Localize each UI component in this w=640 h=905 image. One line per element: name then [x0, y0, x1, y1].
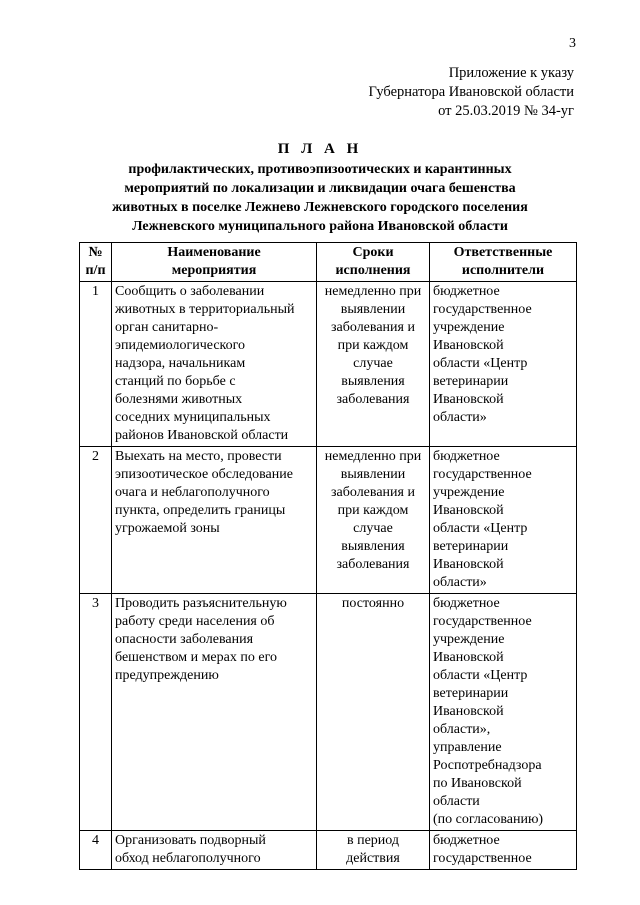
subtitle-line-1: профилактических, противоэпизоотических и карантинных — [128, 162, 512, 177]
task-cell-line: орган санитарно- — [115, 320, 219, 335]
responsible-cell-line: по Ивановской — [433, 776, 522, 791]
task-cell-line: эпидемиологического — [115, 338, 246, 353]
responsible-cell-line: Ивановской — [433, 557, 504, 572]
responsible-cell-line: (по согласованию) — [433, 812, 544, 827]
task-cell-line: соседних муниципальных — [115, 410, 271, 425]
plan-title: П Л А Н — [277, 141, 363, 157]
task-cell-line: станций по борьбе с — [115, 374, 236, 389]
task-cell-line: районов Ивановской области — [115, 428, 289, 443]
deadline-cell-line: выявления — [341, 374, 405, 389]
task-cell-line: очага и неблагополучного — [115, 485, 270, 500]
responsible-cell-line: области «Центр — [433, 356, 528, 371]
deadline-cell-line: немедленно при — [324, 449, 422, 464]
responsible-cell-line: учреждение — [433, 485, 505, 500]
responsible-cell — [430, 447, 577, 594]
row-number: 1 — [80, 282, 112, 447]
table-row — [80, 282, 577, 447]
deadline-cell — [317, 447, 430, 594]
appendix-line-3: от 25.03.2019 № 34-уг — [438, 103, 574, 119]
plan-table — [79, 242, 577, 870]
responsible-cell-line: Ивановской — [433, 650, 504, 665]
subtitle-line-2: мероприятий по локализации и ликвидации очага бешенства — [124, 181, 516, 196]
deadline-cell-line: случае — [353, 521, 393, 536]
row-number: 2 — [80, 447, 112, 594]
deadline-cell-line: заболевания и — [331, 320, 415, 335]
responsible-cell-line: государственное — [433, 467, 532, 482]
header-resp-line-2: исполнители — [461, 263, 545, 278]
responsible-cell-line: области «Центр — [433, 521, 528, 536]
deadline-cell — [317, 594, 430, 831]
responsible-cell-line: учреждение — [433, 632, 505, 647]
row-number: 3 — [80, 594, 112, 831]
deadline-cell-line: заболевания и — [331, 485, 415, 500]
responsible-cell-line: бюджетное — [433, 284, 500, 299]
table-row — [80, 831, 577, 870]
responsible-cell-line: бюджетное — [433, 596, 500, 611]
deadline-cell — [317, 831, 430, 870]
deadline-cell-line: заболевания — [336, 557, 410, 572]
responsible-cell-line: учреждение — [433, 320, 505, 335]
subtitle-line-4: Лежневского муниципального района Ивановской области — [132, 219, 508, 234]
header-task-line-1: Наименование — [167, 245, 261, 260]
header-deadline-line-1: Сроки — [352, 245, 394, 260]
deadline-cell-line: случае — [353, 356, 393, 371]
appendix-line-1: Приложение к указу — [448, 65, 574, 81]
responsible-cell-line: области», — [433, 722, 491, 737]
task-cell-line: угрожаемой зоны — [115, 521, 220, 536]
task-cell-line: бешенством и мерах по его — [115, 650, 277, 665]
responsible-cell — [430, 594, 577, 831]
header-resp-line-1: Ответственные — [453, 245, 553, 260]
header-task — [112, 243, 317, 282]
task-cell-line: животных в территориальный — [115, 302, 295, 317]
responsible-cell-line: области» — [433, 575, 487, 590]
task-cell — [112, 831, 317, 870]
appendix-heading — [369, 64, 574, 121]
deadline-cell-line: действия — [346, 851, 400, 866]
task-cell-line: обход неблагополучного — [115, 851, 261, 866]
deadline-cell-line: выявлении — [340, 302, 406, 317]
deadline-cell — [317, 282, 430, 447]
task-cell-line: опасности заболевания — [115, 632, 254, 647]
task-cell-line: Организовать подворный — [115, 833, 266, 848]
responsible-cell-line: Роспотребнадзора — [433, 758, 542, 773]
document-title — [0, 140, 640, 236]
task-cell-line: предупреждению — [115, 668, 219, 683]
header-deadline-line-2: исполнения — [335, 263, 411, 278]
responsible-cell-line: Ивановской — [433, 503, 504, 518]
header-num-line-1: № — [88, 245, 103, 260]
responsible-cell-line: государственное — [433, 851, 532, 866]
responsible-cell-line: ветеринарии — [433, 539, 509, 554]
deadline-cell-line: при каждом — [337, 338, 409, 353]
task-cell — [112, 594, 317, 831]
responsible-cell-line: государственное — [433, 302, 532, 317]
task-cell-line: работу среди населения об — [115, 614, 275, 629]
responsible-cell-line: управление — [433, 740, 502, 755]
header-task-line-2: мероприятия — [171, 263, 257, 278]
responsible-cell-line: ветеринарии — [433, 686, 509, 701]
task-cell-line: надзора, начальникам — [115, 356, 246, 371]
header-num — [80, 243, 112, 282]
deadline-cell-line: постоянно — [341, 596, 405, 611]
responsible-cell — [430, 831, 577, 870]
task-cell-line: пункта, определить границы — [115, 503, 286, 518]
deadline-cell-line: выявлении — [340, 467, 406, 482]
deadline-cell-line: выявления — [341, 539, 405, 554]
responsible-cell — [430, 282, 577, 447]
task-cell-line: эпизоотическое обследование — [115, 467, 293, 482]
table-header-row — [80, 243, 577, 282]
responsible-cell-line: области — [433, 794, 480, 809]
appendix-line-2: Губернатора Ивановской области — [368, 84, 574, 100]
responsible-cell-line: Ивановской — [433, 392, 504, 407]
responsible-cell-line: области «Центр — [433, 668, 528, 683]
responsible-cell-line: бюджетное — [433, 833, 500, 848]
responsible-cell-line: ветеринарии — [433, 374, 509, 389]
task-cell-line: болезнями животных — [115, 392, 243, 407]
responsible-cell-line: Ивановской — [433, 338, 504, 353]
task-cell — [112, 447, 317, 594]
responsible-cell-line: Ивановской — [433, 704, 504, 719]
header-responsible — [430, 243, 577, 282]
responsible-cell-line: области» — [433, 410, 487, 425]
deadline-cell-line: в период — [346, 833, 400, 848]
subtitle-line-3: животных в поселке Лежнево Лежневского городского поселения — [112, 200, 528, 215]
responsible-cell-line: государственное — [433, 614, 532, 629]
deadline-cell-line: немедленно при — [324, 284, 422, 299]
deadline-cell-line: при каждом — [337, 503, 409, 518]
deadline-cell-line: заболевания — [336, 392, 410, 407]
task-cell-line: Проводить разъяснительную — [115, 596, 287, 611]
responsible-cell-line: бюджетное — [433, 449, 500, 464]
header-deadline — [317, 243, 430, 282]
table-row — [80, 594, 577, 831]
task-cell-line: Выехать на место, провести — [115, 449, 282, 464]
plan-subtitle — [0, 160, 640, 236]
header-num-line-2: п/п — [85, 263, 106, 278]
table-row — [80, 447, 577, 594]
row-number: 4 — [80, 831, 112, 870]
page-number: 3 — [569, 36, 576, 51]
task-cell-line: Сообщить о заболевании — [115, 284, 265, 299]
task-cell — [112, 282, 317, 447]
plan-table-body — [80, 282, 577, 870]
